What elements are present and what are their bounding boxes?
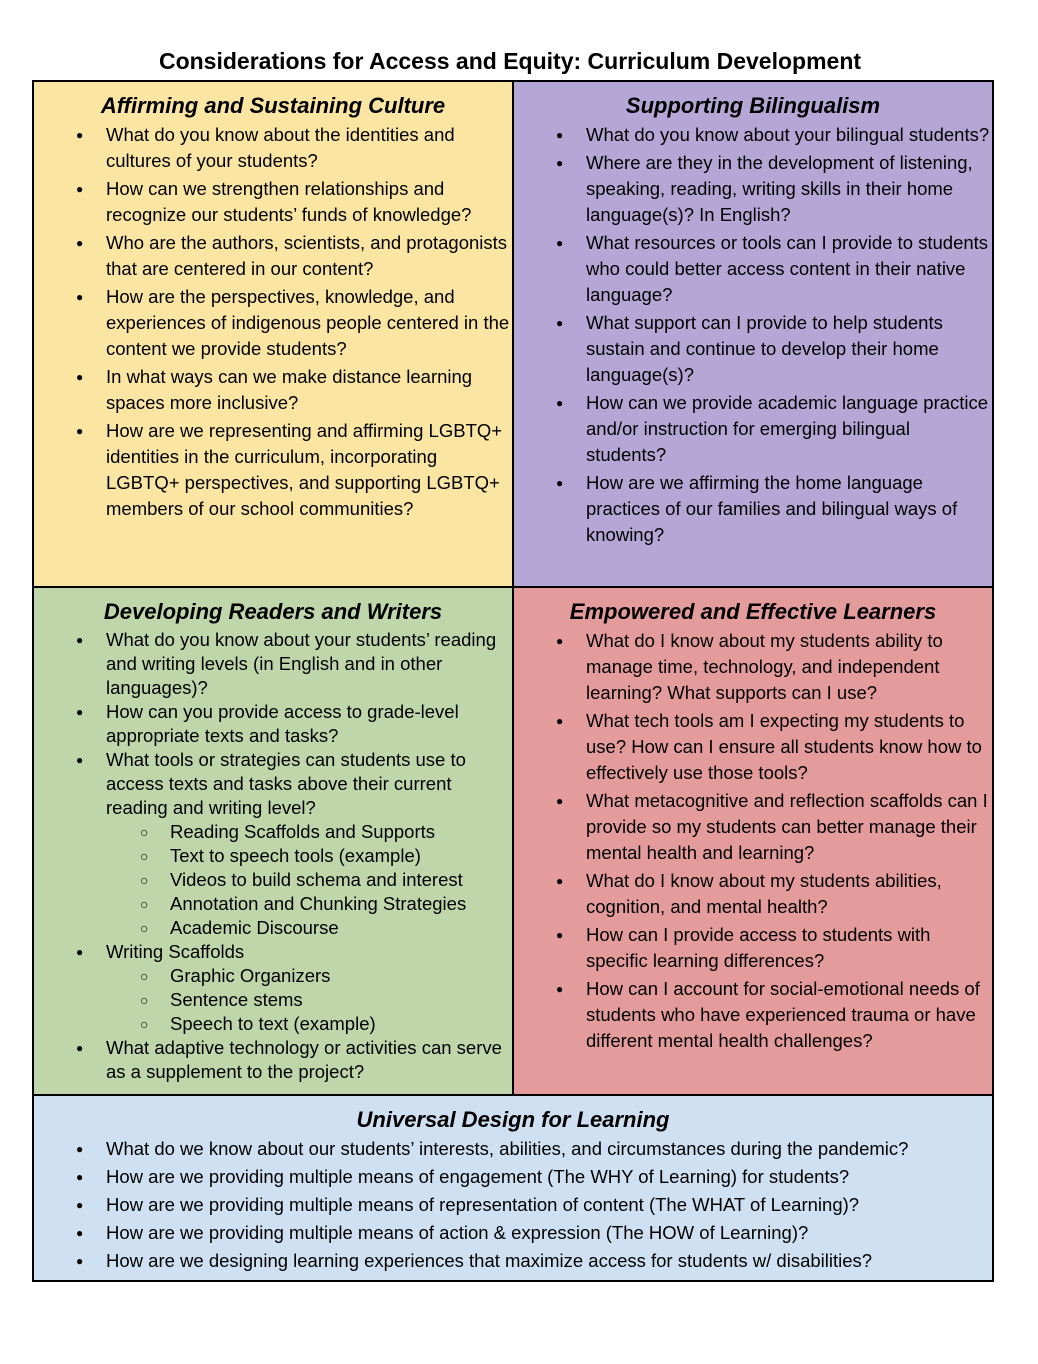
list-item [106, 940, 512, 1036]
sub-item: ○ Graphic Organizers [170, 964, 512, 988]
question-list [34, 628, 512, 1084]
section-heading: Universal Design for Learning [356, 1107, 670, 1132]
list-item: ● How can I provide access to students with specific learning differences? [586, 922, 992, 974]
question-list [34, 1136, 992, 1274]
list-item: ● How can I account for social-emotional needs of students who have experienced trauma or have different mental health challenges? [586, 976, 992, 1054]
list-item: ● Who are the authors, scientists, and protagonists that are centered in our content? [106, 230, 512, 282]
list-item: ● What support can I provide to help students sustain and continue to develop their home language(s)? [586, 310, 992, 388]
sub-item: ○ Annotation and Chunking Strategies [170, 892, 512, 916]
list-item: ● How are we affirming the home language practices of our families and bilingual ways of knowing? [586, 470, 992, 548]
list-item: ● How are we providing multiple means of representation of content (The WHAT of Learning)? [106, 1192, 992, 1218]
list-item: ● How are we representing and affirming LGBTQ+ identities in the curriculum, incorporating LGBTQ+ perspectives, and supporting LGBTQ+ members of our school communities? [106, 418, 512, 522]
considerations-table [32, 80, 994, 1282]
writing-sublist [106, 964, 512, 1036]
list-item: ● What do you know about your bilingual students? [586, 122, 992, 148]
list-item: ● Where are they in the development of listening, speaking, reading, writing skills in their home language(s)? In English? [586, 150, 992, 228]
list-item [106, 748, 512, 940]
list-item: ● What adaptive technology or activities can serve as a supplement to the project? [106, 1036, 512, 1084]
list-item: ● What tech tools am I expecting my students to use? How can I ensure all students know how to effectively use those tools? [586, 708, 992, 786]
list-item: ● How are we providing multiple means of engagement (The WHY of Learning) for students? [106, 1164, 992, 1190]
section-supporting-bilingualism [514, 82, 992, 588]
sub-item: ○ Academic Discourse [170, 916, 512, 940]
list-item: ● How are we designing learning experiences that maximize access for students w/ disabilities? [106, 1248, 992, 1274]
list-item: ● What do I know about my students ability to manage time, technology, and independent learning? What supports can I use? [586, 628, 992, 706]
page-title: Considerations for Access and Equity: Curriculum Development [158, 48, 862, 74]
list-item: ● How can we provide academic language practice and/or instruction for emerging bilingual students? [586, 390, 992, 468]
list-item: ● What resources or tools can I provide to students who could better access content in their native language? [586, 230, 992, 308]
sub-item: ○ Videos to build schema and interest [170, 868, 512, 892]
list-item: ● How are we providing multiple means of action & expression (The HOW of Learning)? [106, 1220, 992, 1246]
list-item: ● How can you provide access to grade-level appropriate texts and tasks? [106, 700, 512, 748]
question-list [514, 122, 992, 548]
list-item: ● What do you know about the identities and cultures of your students? [106, 122, 512, 174]
sub-item: ○ Text to speech tools (example) [170, 844, 512, 868]
question-list [34, 122, 512, 522]
list-item: ● In what ways can we make distance learning spaces more inclusive? [106, 364, 512, 416]
section-empowered-learners [514, 588, 992, 1096]
section-heading: Supporting Bilingualism [625, 93, 881, 118]
sub-item: ○ Speech to text (example) [170, 1012, 512, 1036]
sub-item: ○ Sentence stems [170, 988, 512, 1012]
section-affirming-culture [34, 82, 514, 588]
list-item-text: Writing Scaffolds [106, 941, 245, 962]
list-item-text: What tools or strategies can students use to access texts and tasks above their current reading and writing level? [106, 749, 466, 818]
list-item: ● How are the perspectives, knowledge, and experiences of indigenous people centered in the content we provide students? [106, 284, 512, 362]
list-item: ● What do you know about your students’ reading and writing levels (in English and in other languages)? [106, 628, 512, 700]
list-item: ● How can we strengthen relationships and recognize our students’ funds of knowledge? [106, 176, 512, 228]
list-item: ● What do we know about our students’ interests, abilities, and circumstances during the pandemic? [106, 1136, 992, 1162]
reading-sublist [106, 820, 512, 940]
section-heading: Affirming and Sustaining Culture [100, 93, 446, 118]
section-universal-design [34, 1096, 992, 1280]
section-heading: Developing Readers and Writers [103, 599, 443, 624]
section-heading: Empowered and Effective Learners [569, 599, 937, 624]
list-item: ● What metacognitive and reflection scaffolds can I provide so my students can better manage their mental health and learning? [586, 788, 992, 866]
sub-item: ○ Reading Scaffolds and Supports [170, 820, 512, 844]
question-list [514, 628, 992, 1054]
section-developing-readers-writers [34, 588, 514, 1096]
list-item: ● What do I know about my students abilities, cognition, and mental health? [586, 868, 992, 920]
